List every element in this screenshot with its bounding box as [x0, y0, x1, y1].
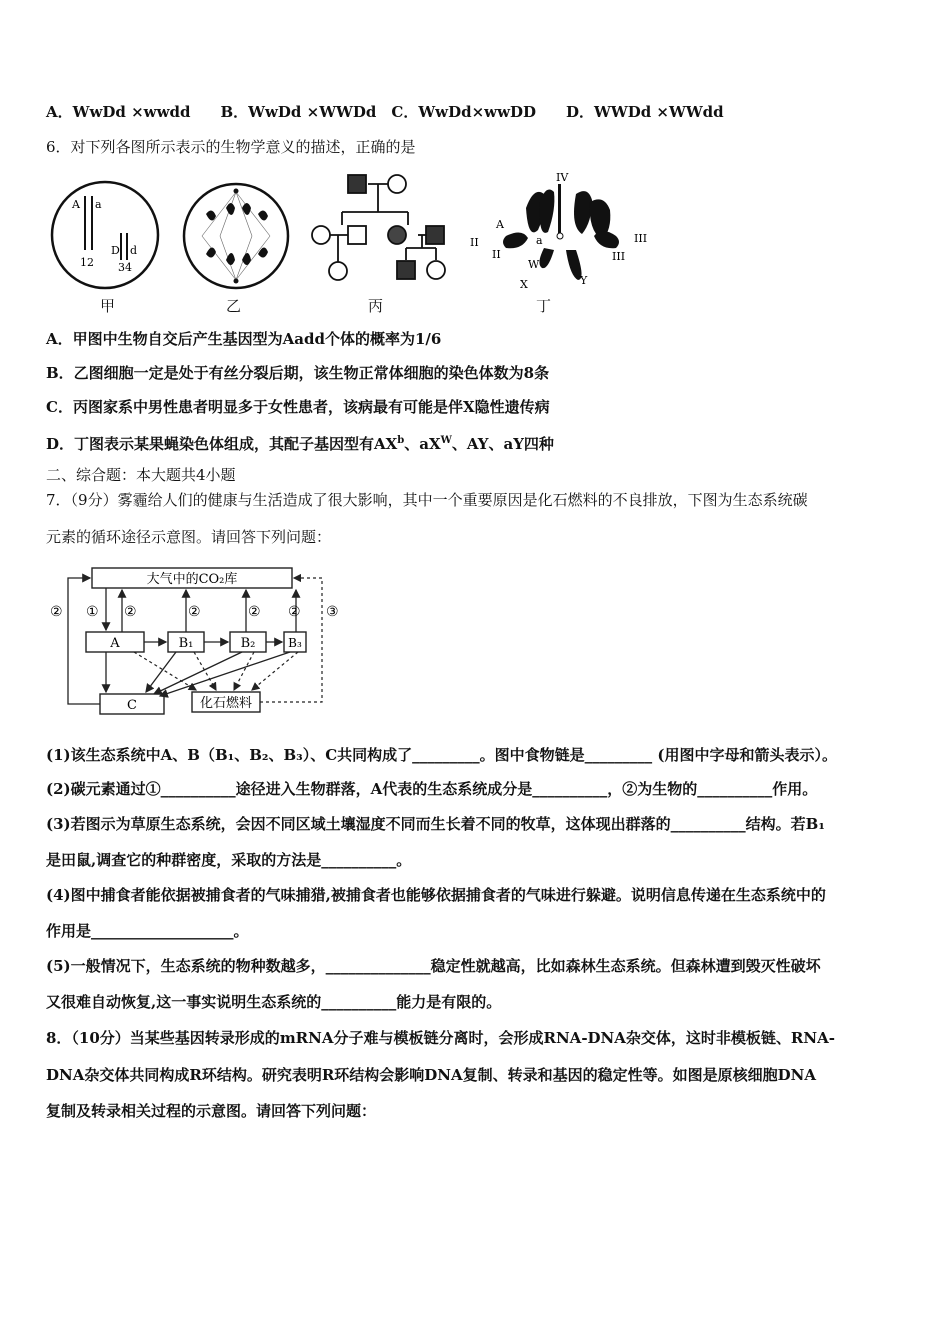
label-B3: B₃	[288, 636, 302, 650]
label-C: C	[127, 698, 137, 713]
atmosphere-label: 大气中的CO₂库	[146, 572, 238, 587]
q7-part3-line1: (3)若图示为草原生态系统，会因不同区域土壤湿度不同而生长着不同的牧草，这体现出群落的__________结构。若B₁	[46, 815, 825, 833]
cell-outline	[52, 182, 158, 288]
marker-2-d: ②	[288, 604, 301, 620]
label-iii-inner: III	[612, 250, 626, 263]
marker-2-b: ②	[188, 604, 201, 620]
normal-female	[388, 175, 406, 193]
q6-option-b: B．乙图细胞一定是处于有丝分裂后期，该生物正常体细胞的染色体数为8条	[46, 364, 550, 382]
label-ii-inner: II	[492, 248, 501, 261]
label-jia: 甲	[100, 297, 116, 315]
label-a: a	[536, 234, 543, 247]
number-34: 34	[118, 261, 132, 274]
normal-male	[348, 226, 366, 244]
q8-line1: 8．（10分）当某些基因转录形成的mRNA分子难与模板链分离时，会形成RNA-DNA杂交体，这时非模板链、RNA-	[46, 1029, 835, 1047]
label-A: A	[496, 218, 504, 231]
label-A: A	[110, 636, 120, 651]
label-ii-left: II	[470, 236, 479, 249]
q7-part4-line2: 作用是___________________。	[46, 922, 249, 940]
marker-2-c: ②	[248, 604, 261, 620]
figure-ding	[466, 168, 656, 298]
normal-female	[427, 261, 445, 279]
label-iv: IV	[556, 171, 569, 184]
marker-1: ①	[86, 604, 99, 620]
q6-option-d: D．丁图表示某果蝇染色体组成，其配子基因型有$AX^b$、$aX^W$、AY、aY四种	[46, 435, 554, 453]
q7-stem-line1: 7．（9分）雾霾给人们的健康与生活造成了很大影响，其中一个重要原因是化石燃料的不良排放，下图为生态系统碳	[46, 491, 808, 509]
q6-option-a: A．甲图中生物自交后产生基因型为Aadd个体的概率为1/6	[46, 330, 442, 348]
q7-part4-line1: (4)图中捕食者能依据被捕食者的气味捕猎,被捕食者也能够依据捕食者的气味进行躲避。说明信息传递在生态系统中的	[46, 886, 826, 904]
q7-part1: (1)该生态系统中A、B（B₁、B₂、B₃）、C共同构成了_________。图中食物链是_________ (用图中字母和箭头表示）。	[46, 746, 837, 764]
figure-jia	[48, 178, 166, 296]
label-iii-right: III	[634, 232, 648, 245]
normal-female	[329, 262, 347, 280]
karyotype	[503, 184, 619, 280]
allele-D: D	[111, 244, 120, 257]
label-yi: 乙	[226, 297, 242, 315]
section-2-heading: 二、综合题：本大题共4小题	[46, 466, 236, 484]
label-B2: B₂	[240, 636, 256, 651]
marker-2-a: ②	[124, 604, 137, 620]
spindle-fibers	[202, 192, 270, 280]
q7-stem-line2: 元素的循环途径示意图。请回答下列问题：	[46, 528, 332, 546]
affected-male	[397, 261, 415, 279]
q8-line3: 复制及转录相关过程的示意图。请回答下列问题：	[46, 1102, 377, 1120]
q7-part2: (2)碳元素通过①__________途径进入生物群落，A代表的生态系统成分是__________，②为生物的__________作用。	[46, 780, 818, 798]
allele-d: d	[130, 244, 138, 257]
label-B1: B₁	[178, 636, 194, 651]
marker-2-left: ②	[50, 604, 63, 620]
q8-line2: DNA杂交体共同构成R环结构。研究表明R环结构会影响DNA复制、转录和基因的稳定性等。如图是原核细胞DNA	[46, 1066, 817, 1084]
affected-male	[426, 226, 444, 244]
allele-a: a	[95, 198, 102, 211]
marker-3: ③	[326, 604, 339, 620]
q7-part5-line2: 又很难自动恢复,这一事实说明生态系统的__________能力是有限的。	[46, 993, 502, 1011]
q5-options: A．WwDd ×wwdd B．WwDd ×WWDd C．WwDd×wwDD D．WWDd ×WWdd	[46, 103, 724, 121]
cell-outline	[184, 184, 288, 288]
chromosomes	[206, 203, 268, 265]
label-fossil: 化石燃料	[199, 696, 253, 711]
q7-part5-line1: (5)一般情况下，生态系统的物种数越多，______________稳定性就越高，比如森林生态系统。但森林遭到毁灭性破坏	[46, 957, 821, 975]
carbon-cycle-diagram	[46, 562, 346, 720]
affected-female	[388, 226, 406, 244]
affected-male	[348, 175, 366, 193]
label-W: W	[528, 258, 540, 271]
q6-stem: 6．对下列各图所示表示的生物学意义的描述，正确的是	[46, 138, 416, 156]
centriole-bottom	[234, 279, 239, 284]
q7-part3-line2: 是田鼠,调查它的种群密度，采取的方法是__________。	[46, 851, 412, 869]
label-X: X	[520, 278, 528, 291]
allele-A: A	[72, 198, 80, 211]
figure-bing	[308, 170, 450, 294]
q6-option-c: C．丙图家系中男性患者明显多于女性患者，该病最有可能是伴X隐性遗传病	[46, 398, 550, 416]
number-12: 12	[80, 256, 94, 269]
label-ding: 丁	[536, 297, 552, 315]
figure-yi	[180, 180, 292, 292]
normal-female	[312, 226, 330, 244]
label-Y: Y	[580, 274, 588, 287]
label-bing: 丙	[368, 297, 384, 315]
centriole-top	[234, 189, 239, 194]
